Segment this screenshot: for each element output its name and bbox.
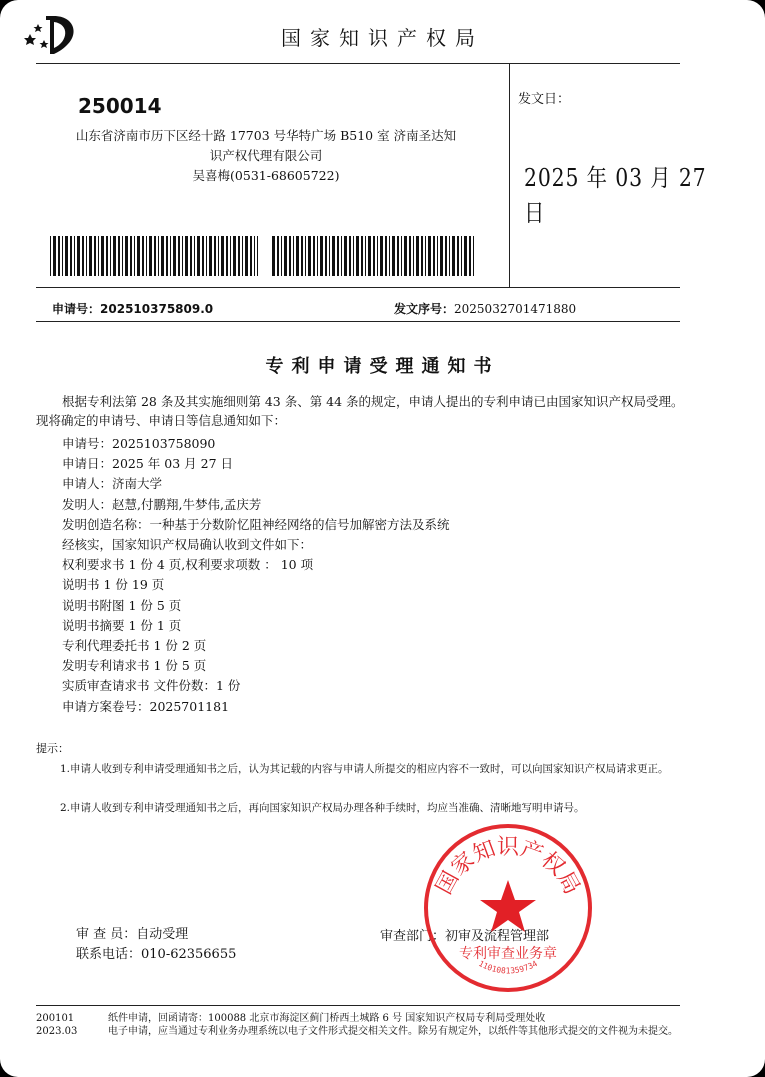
svg-text:1101081359734: 1101081359734 bbox=[477, 959, 539, 976]
address-line-1: 山东省济南市历下区经十路 17703 号华特广场 B510 室 济南圣达知 bbox=[75, 128, 457, 143]
top-rule bbox=[36, 63, 680, 64]
tip-note-1: 1.申请人收到专利申请受理通知书之后，认为其记载的内容与申请人所提交的相应内容不一致时，可以向国家知识产权局请求更正。 bbox=[60, 763, 669, 775]
address-line-2: 识产权代理有限公司 bbox=[209, 148, 323, 163]
send-date-label: 发文日： bbox=[518, 92, 571, 107]
send-date: 2025 年 03 月 27 日 bbox=[524, 164, 707, 227]
info-line: 说明书附图 1 份 5 页 bbox=[62, 597, 182, 613]
info-line: 经核实，国家知识产权局确认收到文件如下： bbox=[62, 537, 313, 553]
barcode-left bbox=[50, 236, 258, 276]
app-no-value: 202510375809.0 bbox=[100, 302, 214, 316]
info-line: 发明创造名称：一种基于分数阶忆阻神经网络的信号加解密方法及系统 bbox=[62, 516, 450, 532]
info-line: 说明书摘要 1 份 1 页 bbox=[62, 617, 182, 633]
barcode-right bbox=[272, 236, 474, 276]
info-list bbox=[62, 434, 450, 717]
application-number bbox=[52, 300, 213, 317]
info-line: 申请方案卷号：2025701181 bbox=[62, 698, 230, 714]
intro-paragraph: 根据专利法第 28 条及其实施细则第 43 条、第 44 条的规定，申请人提出的专利申请已由国家知识产权局受理。现将确定的申请号、申请日等信息通知如下： bbox=[36, 394, 684, 428]
app-no-label: 申请号： bbox=[52, 302, 101, 316]
tips-label: 提示： bbox=[36, 742, 69, 755]
info-line: 发明人：赵慧,付鹏翔,牛梦伟,孟庆芳 bbox=[62, 496, 262, 512]
examiner-phone: 联系电话：010-62356655 bbox=[76, 947, 237, 962]
info-line: 权利要求书 1 份 4 页,权利要求项数 ： 10 项 bbox=[62, 557, 314, 573]
postcode: 250014 bbox=[78, 94, 162, 118]
svg-text:国家知识产权局: 国家知识产权局 bbox=[431, 835, 585, 899]
address-line-3: 吴喜梅(0531-68605722) bbox=[192, 168, 340, 183]
svg-text:专利审查业务章: 专利审查业务章 bbox=[459, 946, 557, 962]
info-line: 申请日：2025 年 03 月 27 日 bbox=[62, 456, 233, 472]
info-line: 实质审查请求书 文件份数：1 份 bbox=[62, 678, 241, 694]
footer-electronic-note: 电子申请，应当通过专利业务办理系统以电子文件形式提交相关文件。除另有规定外，以纸件等其他形式提交的文件视为未提交。 bbox=[108, 1026, 678, 1037]
info-line: 申请人：济南大学 bbox=[62, 476, 163, 492]
send-serial bbox=[394, 300, 576, 317]
info-line: 发明专利请求书 1 份 5 页 bbox=[62, 658, 207, 674]
form-version: 2023.03 bbox=[36, 1026, 78, 1037]
send-no-label: 发文序号： bbox=[394, 302, 455, 316]
form-code: 200101 bbox=[36, 1013, 75, 1024]
footer-mail-note: 纸件申请，回函请寄：100088 北京市海淀区蓟门桥西土城路 6 号 国家知识产权局专利局受理处收 bbox=[108, 1013, 546, 1024]
examiner-block bbox=[76, 925, 236, 965]
tip-note-2: 2.申请人收到专利申请受理通知书之后，再向国家知识产权局办理各种手续时，均应当准确、清晰地写明申请号。 bbox=[60, 802, 585, 814]
official-seal bbox=[420, 820, 596, 996]
id-rule-bottom bbox=[36, 321, 680, 322]
header-divider bbox=[509, 63, 510, 288]
send-no-value: 2025032701471880 bbox=[454, 302, 577, 316]
review-department: 审查部门：初审及流程管理部 bbox=[380, 929, 550, 944]
recipient-address bbox=[56, 126, 476, 186]
id-rule-top bbox=[36, 287, 680, 288]
info-line: 专利代理委托书 1 份 2 页 bbox=[62, 638, 207, 654]
examiner-name: 审 查 员：自动受理 bbox=[76, 927, 189, 942]
info-line: 申请号：2025103758090 bbox=[62, 436, 216, 451]
document-title: 专利申请受理通知书 bbox=[265, 356, 500, 377]
info-line: 说明书 1 份 19 页 bbox=[62, 577, 165, 593]
footer-rule bbox=[36, 1005, 680, 1006]
office-name: 国家知识产权局 bbox=[281, 26, 484, 50]
